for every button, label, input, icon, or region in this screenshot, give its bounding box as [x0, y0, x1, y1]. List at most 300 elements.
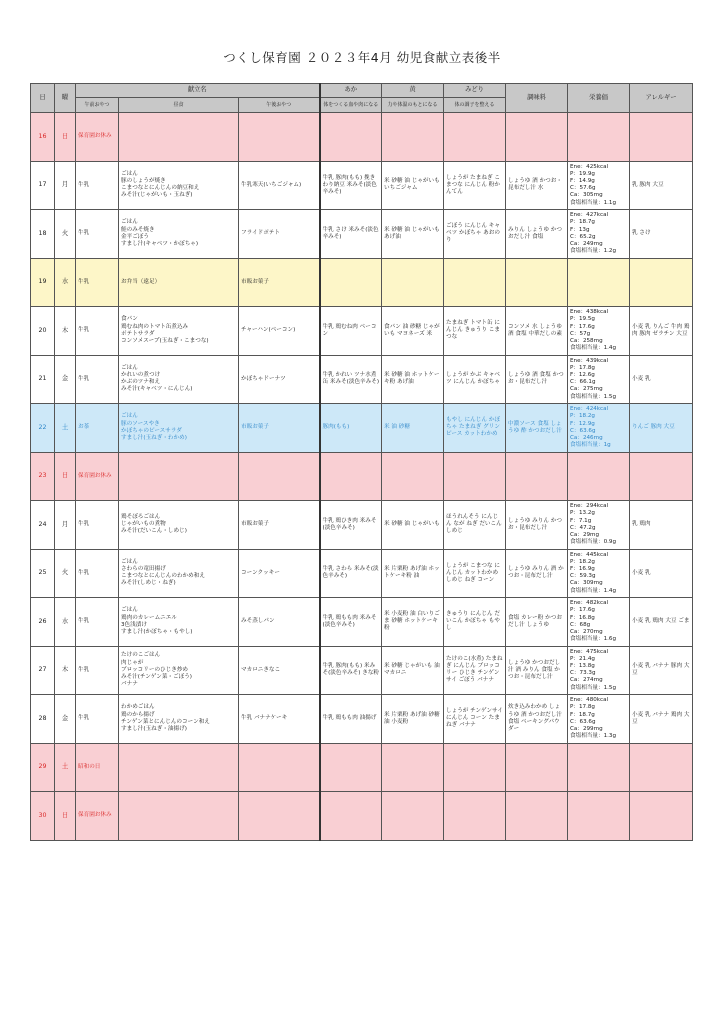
nutrition-line: P：13.2g	[570, 510, 595, 517]
yellow-food-cell	[382, 113, 444, 162]
am-snack-cell: 牛乳	[76, 258, 119, 307]
red-food-cell: 牛乳 かれい ツナ水煮缶 米みそ(淡色辛みそ)	[320, 355, 382, 404]
nutrition-line: Ca：309mg	[570, 580, 603, 587]
nutrition-line: F：12.6g	[570, 372, 595, 379]
nutrition-line: P：17.8g	[570, 704, 595, 711]
allergy-cell: 小麦 乳 バナナ 鶏肉 大豆	[630, 695, 693, 744]
green-food-cell: しょうが こまつな にんじん カットわかめ しめじ ねぎ コーン	[444, 549, 506, 598]
nutrition-line: Ene：439kcal	[570, 357, 609, 364]
yellow-food-cell: 食パン 油 砂糖 じゃがいも マヨネーズ 米	[382, 307, 444, 356]
red-food-cell: 牛乳 鶏ひき肉 米みそ(淡色辛みそ)	[320, 501, 382, 550]
table-body	[31, 113, 693, 841]
green-food-cell: もやし にんじん かぼちゃ たまねぎ グリンピース カットわかめ	[444, 404, 506, 453]
am-snack-cell: 牛乳	[76, 307, 119, 356]
pm-snack-cell: 市販お菓子	[239, 258, 320, 307]
header-nutrition: 栄養価	[568, 84, 630, 113]
green-food-cell: ごぼう にんじん キャベツ かぼちゃ あおのり	[444, 210, 506, 259]
am-snack-cell: 牛乳	[76, 355, 119, 404]
green-food-cell: たけのこ(水煮) たまねぎ にんじん ブロッコリー ひじき チンゲンサイ ごぼう バナナ	[444, 646, 506, 695]
pm-snack-cell: みそ蒸しパン	[239, 598, 320, 647]
nutrition-line: Ca：270mg	[570, 628, 603, 635]
day-cell: 28	[31, 695, 55, 744]
nutrition-line: F：7.1g	[570, 517, 592, 524]
seasoning-cell: しょうゆ かつおだし汁 酒 みりん 食塩 かつお・昆布だし汁	[506, 646, 568, 695]
nutrition-line: Ene：427kcal	[570, 212, 609, 219]
nutrition-line: Ca：274mg	[570, 677, 603, 684]
weekday-cell: 水	[55, 598, 76, 647]
header-yellow-sub: 力や体温のもとになる	[382, 98, 444, 113]
nutrition-cell	[568, 113, 630, 162]
header-allergy: アレルギー	[630, 84, 693, 113]
table-row	[31, 307, 693, 356]
lunch-cell	[119, 404, 239, 453]
seasoning-cell: しょうゆ 酒 食塩 かつお・昆布だし汁	[506, 355, 568, 404]
lunch-item: ごはん	[121, 558, 138, 565]
green-food-cell: たまねぎ トマト缶 にんじん きゅうり こまつな	[444, 307, 506, 356]
nutrition-line: P：18.2g	[570, 413, 595, 420]
nutrition-line: P：18.2g	[570, 558, 595, 565]
am-snack-cell: 保育園お休み	[76, 792, 119, 841]
nutrition-line: P：21.4g	[570, 655, 595, 662]
yellow-food-cell: 米 小麦粉 油 白いりごま 砂糖 ホットケーキ粉	[382, 598, 444, 647]
lunch-cell	[119, 452, 239, 501]
red-food-cell: 豚肉(もも)	[320, 404, 382, 453]
allergy-cell: 小麦 乳 鶏肉 大豆 ごま	[630, 598, 693, 647]
day-cell: 16	[31, 113, 55, 162]
header-am-snack: 午前おやつ	[76, 98, 119, 113]
weekday-cell: 日	[55, 452, 76, 501]
table-row	[31, 113, 693, 162]
table-row	[31, 355, 693, 404]
lunch-item: みそ汁(だいこん・しめじ)	[121, 528, 187, 535]
red-food-cell	[320, 792, 382, 841]
lunch-item: 3色浅漬け	[121, 621, 147, 628]
table-row	[31, 404, 693, 453]
nutrition-line: P：17.8g	[570, 364, 595, 371]
green-food-cell: しょうが チンゲンサイ にんじん コーン たまねぎ バナナ	[444, 695, 506, 744]
nutrition-line: 食塩相当量：1.4g	[570, 587, 617, 594]
am-snack-cell: 牛乳	[76, 646, 119, 695]
day-cell: 25	[31, 549, 55, 598]
nutrition-line: 食塩相当量：1.6g	[570, 636, 617, 643]
nutrition-line: C：57g	[570, 330, 591, 337]
allergy-cell	[630, 792, 693, 841]
weekday-cell: 日	[55, 792, 76, 841]
day-cell: 24	[31, 501, 55, 550]
red-food-cell	[320, 452, 382, 501]
yellow-food-cell	[382, 743, 444, 792]
green-food-cell: しょうが かぶ キャベツ にんじん かぼちゃ	[444, 355, 506, 404]
green-food-cell	[444, 743, 506, 792]
seasoning-cell: 炊き込みわかめ しょうゆ 酒 かつおだし汁 食塩 ベーキングパウダー	[506, 695, 568, 744]
table-row	[31, 501, 693, 550]
lunch-item: 肉じゃが	[121, 659, 144, 666]
header-lunch: 昼食	[119, 98, 239, 113]
lunch-item: バナナ	[121, 680, 138, 687]
nutrition-line: Ene：475kcal	[570, 648, 609, 655]
seasoning-cell: 食塩 カレー粉 かつおだし汁 しょうゆ	[506, 598, 568, 647]
lunch-cell	[119, 549, 239, 598]
nutrition-cell	[568, 355, 630, 404]
nutrition-line: Ene：425kcal	[570, 163, 609, 170]
lunch-item: わかめごはん	[121, 704, 155, 711]
seasoning-cell: コンソメ 水 しょうゆ 酒 食塩 中華だしの素	[506, 307, 568, 356]
nutrition-line: F：13g	[570, 226, 590, 233]
nutrition-line: C：66.1g	[570, 379, 596, 386]
table-row	[31, 598, 693, 647]
allergy-cell	[630, 113, 693, 162]
nutrition-line: F：18.7g	[570, 711, 595, 718]
allergy-cell	[630, 743, 693, 792]
day-cell: 27	[31, 646, 55, 695]
nutrition-line: Ene：482kcal	[570, 600, 609, 607]
yellow-food-cell	[382, 792, 444, 841]
pm-snack-cell	[239, 792, 320, 841]
lunch-item: 鶏そぼろごはん	[121, 514, 161, 521]
day-cell: 19	[31, 258, 55, 307]
lunch-item: コンソメスープ(玉ねぎ・こまつな)	[121, 337, 209, 344]
table-header	[31, 84, 693, 113]
lunch-cell	[119, 743, 239, 792]
seasoning-cell	[506, 743, 568, 792]
lunch-item: ごはん	[121, 413, 138, 420]
am-snack-cell: お茶	[76, 404, 119, 453]
green-food-cell	[444, 258, 506, 307]
weekday-cell: 火	[55, 210, 76, 259]
pm-snack-cell	[239, 743, 320, 792]
lunch-item: ごはん	[121, 364, 138, 371]
day-cell: 22	[31, 404, 55, 453]
lunch-item: 食パン	[121, 316, 138, 323]
header-day: 日	[31, 84, 55, 113]
header-seasoning: 調味料	[506, 84, 568, 113]
am-snack-cell: 牛乳	[76, 695, 119, 744]
nutrition-line: C：68g	[570, 621, 591, 628]
green-food-cell	[444, 452, 506, 501]
nutrition-line: 食塩相当量：1.3g	[570, 733, 617, 740]
yellow-food-cell: 米 砂糖 じゃがいも 油 マカロニ	[382, 646, 444, 695]
nutrition-cell	[568, 598, 630, 647]
red-food-cell	[320, 743, 382, 792]
lunch-item: ごはん	[121, 607, 138, 614]
header-weekday: 曜	[55, 84, 76, 113]
nutrition-line: C：47.2g	[570, 524, 596, 531]
lunch-item: みそ汁(しめじ・ねぎ)	[121, 580, 176, 587]
red-food-cell	[320, 113, 382, 162]
day-cell: 18	[31, 210, 55, 259]
lunch-item: すまし汁(玉ねぎ・油揚げ)	[121, 725, 187, 732]
seasoning-cell: みりん しょうゆ かつおだし汁 食塩	[506, 210, 568, 259]
green-food-cell: きゅうり にんじん だいこん かぼちゃ もやし	[444, 598, 506, 647]
header-red-sub: 体をつくる血や肉になる	[320, 98, 382, 113]
lunch-item: かれいの煮つけ	[121, 372, 161, 379]
header-red: あか	[320, 84, 382, 98]
allergy-cell: 乳 豚肉 大豆	[630, 161, 693, 210]
pm-snack-cell: コーンクッキー	[239, 549, 320, 598]
day-cell: 26	[31, 598, 55, 647]
nutrition-line: Ene：445kcal	[570, 551, 609, 558]
lunch-item: すまし汁(かぼちゃ・もやし)	[121, 628, 193, 635]
seasoning-cell	[506, 113, 568, 162]
nutrition-line: F：12.9g	[570, 420, 595, 427]
lunch-item: 鶏むね肉のトマト缶煮込み	[121, 323, 189, 330]
yellow-food-cell: 米 片栗粉 あげ油 ホットケーキ粉 油	[382, 549, 444, 598]
am-snack-cell: 牛乳	[76, 598, 119, 647]
allergy-cell: 小麦 乳	[630, 355, 693, 404]
am-snack-cell: 昭和の日	[76, 743, 119, 792]
table-row	[31, 549, 693, 598]
nutrition-cell	[568, 549, 630, 598]
am-snack-cell: 牛乳	[76, 501, 119, 550]
lunch-cell	[119, 355, 239, 404]
nutrition-line: C：73.3g	[570, 670, 596, 677]
lunch-item: すまし汁(玉ねぎ・わかめ)	[121, 434, 187, 441]
nutrition-line: Ca：249mg	[570, 240, 603, 247]
yellow-food-cell: 米 片栗粉 あげ油 砂糖 油 小麦粉	[382, 695, 444, 744]
weekday-cell: 土	[55, 743, 76, 792]
menu-table	[30, 83, 693, 841]
table-row	[31, 452, 693, 501]
nutrition-line: Ene：480kcal	[570, 697, 609, 704]
red-food-cell: 牛乳 鶏もも肉 米みそ(淡色辛みそ)	[320, 598, 382, 647]
nutrition-line: C：65.2g	[570, 233, 596, 240]
nutrition-line: F：14.9g	[570, 178, 595, 185]
table-row	[31, 210, 693, 259]
nutrition-line: F：16.8g	[570, 614, 595, 621]
lunch-item: 鶏のから揚げ	[121, 711, 155, 718]
lunch-cell	[119, 307, 239, 356]
nutrition-line: Ene：438kcal	[570, 309, 609, 316]
allergy-cell: りんご 豚肉 大豆	[630, 404, 693, 453]
pm-snack-cell: チャーハン(ベーコン)	[239, 307, 320, 356]
lunch-cell	[119, 792, 239, 841]
lunch-item: みそ汁(チンゲン菜・ごぼう)	[121, 673, 192, 680]
weekday-cell: 金	[55, 695, 76, 744]
lunch-cell	[119, 501, 239, 550]
lunch-item: ポテトサラダ	[121, 330, 155, 337]
seasoning-cell: しょうゆ みりん かつお・昆布だし汁	[506, 501, 568, 550]
allergy-cell: 乳 鶏肉	[630, 501, 693, 550]
nutrition-line: Ene：424kcal	[570, 406, 609, 413]
am-snack-cell: 保育園お休み	[76, 452, 119, 501]
header-green: みどり	[444, 84, 506, 98]
nutrition-line: Ca：246mg	[570, 434, 603, 441]
nutrition-line: 食塩相当量：1.4g	[570, 345, 617, 352]
nutrition-cell	[568, 258, 630, 307]
pm-snack-cell: フライドポテト	[239, 210, 320, 259]
nutrition-cell	[568, 307, 630, 356]
yellow-food-cell: 米 油 砂糖	[382, 404, 444, 453]
nutrition-line: 食塩相当量：1.2g	[570, 248, 617, 255]
weekday-cell: 金	[55, 355, 76, 404]
red-food-cell: 牛乳 豚肉(もも) 米みそ(淡色辛みそ) きな粉	[320, 646, 382, 695]
lunch-item: チンゲン菜とにんじんのコーン和え	[121, 718, 210, 725]
am-snack-cell: 保育園お休み	[76, 113, 119, 162]
nutrition-cell	[568, 646, 630, 695]
weekday-cell: 月	[55, 501, 76, 550]
lunch-cell	[119, 598, 239, 647]
nutrition-line: P：18.7g	[570, 219, 595, 226]
header-pm-snack: 午後おやつ	[239, 98, 320, 113]
weekday-cell: 土	[55, 404, 76, 453]
pm-snack-cell: 市販お菓子	[239, 501, 320, 550]
nutrition-line: C：63.6g	[570, 718, 596, 725]
weekday-cell: 木	[55, 307, 76, 356]
nutrition-cell	[568, 404, 630, 453]
day-cell: 29	[31, 743, 55, 792]
lunch-cell	[119, 258, 239, 307]
nutrition-line: F：17.6g	[570, 323, 595, 330]
nutrition-line: 食塩相当量：1.5g	[570, 393, 617, 400]
table-row	[31, 161, 693, 210]
nutrition-line: 食塩相当量：0.9g	[570, 539, 617, 546]
yellow-food-cell: 米 砂糖 油 じゃがいも いちごジャム	[382, 161, 444, 210]
seasoning-cell: しょうゆ みりん 酒 かつお・昆布だし汁	[506, 549, 568, 598]
nutrition-cell	[568, 695, 630, 744]
pm-snack-cell: 牛乳寒天(いちごジャム)	[239, 161, 320, 210]
nutrition-cell	[568, 161, 630, 210]
lunch-cell	[119, 646, 239, 695]
day-cell: 30	[31, 792, 55, 841]
lunch-item: 豚のしょうが焼き	[121, 178, 166, 185]
yellow-food-cell: 米 砂糖 油 ホットケーキ粉 あげ油	[382, 355, 444, 404]
nutrition-cell	[568, 452, 630, 501]
seasoning-cell	[506, 258, 568, 307]
lunch-item: かぼちゃのピースサラダ	[121, 427, 182, 434]
yellow-food-cell	[382, 258, 444, 307]
nutrition-line: F：13.8g	[570, 663, 595, 670]
yellow-food-cell: 米 砂糖 油 じゃがいも あげ油	[382, 210, 444, 259]
nutrition-line: Ca：299mg	[570, 725, 603, 732]
nutrition-line: Ca：275mg	[570, 386, 603, 393]
page-title: つくし保育園 ２０２３年4月 幼児食献立表後半	[223, 50, 501, 65]
weekday-cell: 火	[55, 549, 76, 598]
nutrition-line: C：57.6g	[570, 185, 596, 192]
lunch-item: ごはん	[121, 170, 138, 177]
weekday-cell: 水	[55, 258, 76, 307]
table-row	[31, 258, 693, 307]
nutrition-line: 食塩相当量：1.5g	[570, 684, 617, 691]
red-food-cell: 牛乳 さわら 米みそ(淡色辛みそ)	[320, 549, 382, 598]
allergy-cell: 小麦 乳	[630, 549, 693, 598]
lunch-cell	[119, 113, 239, 162]
yellow-food-cell	[382, 452, 444, 501]
green-food-cell: ほうれんそう にんじん なが ねぎ だいこん しめじ	[444, 501, 506, 550]
weekday-cell: 木	[55, 646, 76, 695]
lunch-item: お弁当（遠足）	[121, 278, 161, 285]
lunch-item: ブロッコリーのひじき炒め	[121, 666, 189, 673]
pm-snack-cell: 市販お菓子	[239, 404, 320, 453]
seasoning-cell: しょうゆ 酒 かつお・昆布だし汁 水	[506, 161, 568, 210]
table-row	[31, 792, 693, 841]
lunch-item: じゃがいもの煮物	[121, 521, 166, 528]
am-snack-cell: 牛乳	[76, 161, 119, 210]
nutrition-line: Ca：305mg	[570, 192, 603, 199]
lunch-cell	[119, 210, 239, 259]
nutrition-line: P：17.6g	[570, 607, 595, 614]
lunch-cell	[119, 161, 239, 210]
nutrition-line: F：16.9g	[570, 566, 595, 573]
lunch-item: こまつなとにんじんのわかめ和え	[121, 573, 205, 580]
red-food-cell: 牛乳 さけ 米みそ(淡色辛みそ)	[320, 210, 382, 259]
lunch-item: ごはん	[121, 219, 138, 226]
day-cell: 20	[31, 307, 55, 356]
lunch-item: たけのこごはん	[121, 652, 161, 659]
header-menu-name: 献立名	[76, 84, 320, 98]
lunch-item: かぶのツナ和え	[121, 379, 161, 386]
allergy-cell: 小麦 乳 りんご 牛肉 鶏肉 豚肉 ゼラチン 大豆	[630, 307, 693, 356]
header-yellow: 黄	[382, 84, 444, 98]
header-green-sub: 体の調子を整える	[444, 98, 506, 113]
red-food-cell	[320, 258, 382, 307]
lunch-item: すまし汁(キャベツ・かぼちゃ)	[121, 240, 199, 247]
weekday-cell: 月	[55, 161, 76, 210]
nutrition-cell	[568, 792, 630, 841]
lunch-item: 鮭のみそ焼き	[121, 226, 155, 233]
lunch-item: こまつなとにんじんの納豆和え	[121, 185, 200, 192]
seasoning-cell	[506, 792, 568, 841]
nutrition-line: Ca：29mg	[570, 531, 600, 538]
pm-snack-cell: かぼちゃドーナツ	[239, 355, 320, 404]
am-snack-cell: 牛乳	[76, 210, 119, 259]
nutrition-line: 食塩相当量：1g	[570, 442, 611, 449]
green-food-cell	[444, 792, 506, 841]
seasoning-cell: 中濃ソース 食塩 しょうゆ 酢 かつおだし汁	[506, 404, 568, 453]
yellow-food-cell: 米 砂糖 油 じゃがいも	[382, 501, 444, 550]
nutrition-line: P：19.5g	[570, 316, 595, 323]
lunch-item: 金平ごぼう	[121, 233, 149, 240]
lunch-item: さわらの竜田揚げ	[121, 566, 166, 573]
lunch-item: みそ汁(キャベツ・にんじん)	[121, 386, 193, 393]
lunch-item: 鶏肉のカレームニエル	[121, 614, 177, 621]
green-food-cell: しょうが たまねぎ こまつな にんじん 粉かんてん	[444, 161, 506, 210]
table-row	[31, 695, 693, 744]
red-food-cell: 牛乳 鶏もも肉 油揚げ	[320, 695, 382, 744]
weekday-cell: 日	[55, 113, 76, 162]
red-food-cell: 牛乳 鶏むね肉 ベーコン	[320, 307, 382, 356]
lunch-item: 豚のソースやき	[121, 420, 160, 427]
nutrition-cell	[568, 210, 630, 259]
seasoning-cell	[506, 452, 568, 501]
red-food-cell: 牛乳 豚肉(もも) 挽きわり納豆 米みそ(淡色辛みそ)	[320, 161, 382, 210]
pm-snack-cell: 牛乳 バナナケーキ	[239, 695, 320, 744]
nutrition-line: P：19.9g	[570, 170, 595, 177]
day-cell: 17	[31, 161, 55, 210]
green-food-cell	[444, 113, 506, 162]
table-row	[31, 646, 693, 695]
lunch-cell	[119, 695, 239, 744]
lunch-item: みそ汁(じゃがいも・玉ねぎ)	[121, 192, 193, 199]
nutrition-line: Ene：294kcal	[570, 503, 609, 510]
day-cell: 23	[31, 452, 55, 501]
nutrition-line: 食塩相当量：1.1g	[570, 199, 617, 206]
pm-snack-cell	[239, 452, 320, 501]
pm-snack-cell: マカロニきなこ	[239, 646, 320, 695]
table-row	[31, 743, 693, 792]
nutrition-line: Ca：258mg	[570, 337, 603, 344]
allergy-cell	[630, 258, 693, 307]
am-snack-cell: 牛乳	[76, 549, 119, 598]
nutrition-line: C：59.3g	[570, 573, 596, 580]
allergy-cell: 小麦 乳 バナナ 豚肉 大豆	[630, 646, 693, 695]
day-cell: 21	[31, 355, 55, 404]
allergy-cell	[630, 452, 693, 501]
nutrition-cell	[568, 501, 630, 550]
pm-snack-cell	[239, 113, 320, 162]
nutrition-line: C：63.6g	[570, 427, 596, 434]
nutrition-cell	[568, 743, 630, 792]
allergy-cell: 乳 さけ	[630, 210, 693, 259]
